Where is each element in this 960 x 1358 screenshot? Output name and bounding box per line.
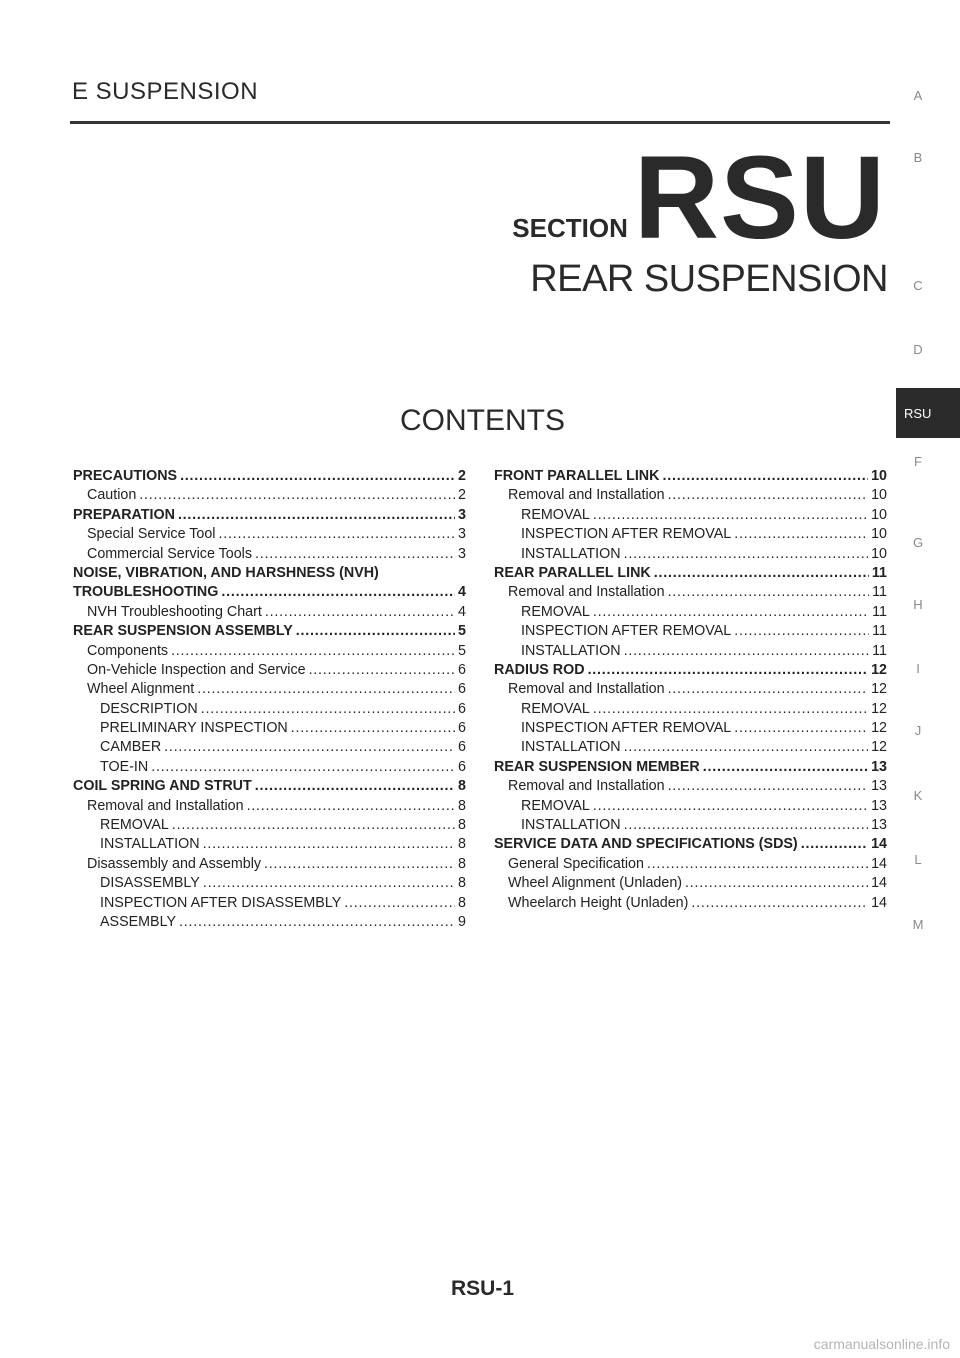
toc-entry[interactable]: [73, 855, 466, 874]
toc-entry-title: INSTALLATION: [521, 642, 621, 659]
toc-left-column: [73, 467, 466, 932]
toc-entry-page: 12: [871, 720, 887, 737]
toc-entry[interactable]: [494, 661, 887, 680]
toc-entry-title: INSPECTION AFTER DISASSEMBLY: [100, 894, 342, 911]
toc-entry[interactable]: [73, 564, 466, 583]
toc-entry-page: 6: [458, 758, 466, 775]
toc-entry-title: INSTALLATION: [100, 836, 200, 853]
toc-entry-title: RADIUS ROD: [494, 661, 585, 678]
side-index-letter[interactable]: J: [914, 723, 922, 738]
toc-entry[interactable]: [494, 855, 887, 874]
toc-entry[interactable]: [494, 564, 887, 583]
toc-leader-dots: [801, 835, 868, 854]
toc-entry[interactable]: [494, 874, 887, 893]
toc-leader-dots: [172, 816, 455, 835]
toc-entry-title: ASSEMBLY: [100, 913, 177, 930]
toc-entry[interactable]: [73, 913, 466, 932]
toc-entry-page: 8: [458, 778, 466, 795]
toc-entry-title: INSTALLATION: [521, 817, 621, 834]
section-code: RSU: [633, 132, 886, 264]
toc-leader-dots: [593, 506, 868, 525]
toc-leader-dots: [291, 719, 455, 738]
toc-entry[interactable]: [494, 738, 887, 757]
side-index-letter[interactable]: H: [913, 597, 923, 612]
toc-entry-title: Removal and Installation: [87, 797, 244, 814]
toc-entry[interactable]: [73, 894, 466, 913]
toc-entry-title: INSPECTION AFTER REMOVAL: [521, 720, 732, 737]
toc-entry[interactable]: [494, 835, 887, 854]
toc-leader-dots: [685, 874, 868, 893]
toc-entry[interactable]: [73, 642, 466, 661]
contents-title: CONTENTS: [400, 404, 565, 437]
toc-entry-page: 10: [871, 545, 887, 562]
toc-leader-dots: [178, 506, 455, 525]
toc-entry[interactable]: [494, 486, 887, 505]
toc-entry-page: 2: [458, 468, 466, 484]
toc-entry-title: REAR PARALLEL LINK: [494, 564, 651, 581]
toc-entry-title: PREPARATION: [73, 506, 175, 523]
toc-leader-dots: [203, 835, 455, 854]
toc-entry[interactable]: [494, 816, 887, 835]
toc-entry-page: 8: [458, 836, 466, 853]
toc-entry-page: 12: [871, 661, 887, 678]
toc-entry-page: 8: [458, 894, 466, 911]
toc-entry-page: 14: [871, 894, 887, 911]
toc-entry-title: Components: [87, 642, 169, 659]
section-name: REAR SUSPENSION: [530, 258, 888, 300]
toc-entry[interactable]: [73, 506, 466, 525]
toc-leader-dots: [265, 603, 455, 622]
toc-entry-page: 8: [458, 797, 466, 814]
toc-leader-dots: [344, 894, 455, 913]
toc-leader-dots: [734, 719, 868, 738]
toc-leader-dots: [255, 545, 455, 564]
toc-leader-dots: [180, 467, 455, 486]
toc-entry-title: COIL SPRING AND STRUT: [73, 778, 252, 795]
toc-entry-title: INSPECTION AFTER REMOVAL: [521, 526, 732, 543]
toc-leader-dots: [309, 661, 455, 680]
toc-entry-page: 12: [871, 700, 887, 717]
side-index-tab-active[interactable]: RSU: [896, 388, 960, 438]
toc-entry-title: Wheel Alignment (Unladen): [508, 875, 683, 892]
side-index-letter[interactable]: F: [914, 454, 922, 469]
toc-leader-dots: [654, 564, 869, 583]
toc-entry-title: DESCRIPTION: [100, 700, 198, 717]
toc-entry-title: Removal and Installation: [508, 778, 665, 795]
toc-entry-page: 6: [458, 720, 466, 737]
toc-entry-page: 5: [458, 642, 466, 659]
toc-entry-page: 8: [458, 855, 466, 872]
toc-leader-dots: [691, 894, 868, 913]
toc-entry-title: REMOVAL: [521, 603, 590, 620]
toc-entry[interactable]: [494, 680, 887, 699]
toc-entry-title: Removal and Installation: [508, 584, 665, 601]
footer-page-number: RSU-1: [450, 1277, 514, 1300]
toc-entry-page: 11: [872, 642, 887, 659]
toc-entry-title: INSTALLATION: [521, 545, 621, 562]
toc-entry[interactable]: [494, 525, 887, 544]
toc-leader-dots: [703, 758, 868, 777]
toc-entry[interactable]: [494, 467, 887, 486]
toc-leader-dots: [734, 622, 869, 641]
toc-leader-dots: [624, 816, 869, 835]
toc-entry[interactable]: [494, 758, 887, 777]
toc-entry-title: REAR SUSPENSION ASSEMBLY: [73, 623, 293, 640]
toc-entry-page: 8: [458, 875, 466, 892]
toc-entry-title: REMOVAL: [521, 700, 590, 717]
toc-entry[interactable]: [73, 680, 466, 699]
toc-entry-title: REMOVAL: [521, 797, 590, 814]
toc-entry-title: TROUBLESHOOTING: [73, 584, 219, 601]
toc-entry[interactable]: [73, 700, 466, 719]
toc-entry[interactable]: [73, 797, 466, 816]
toc-entry[interactable]: [494, 603, 887, 622]
toc-entry-title: Wheel Alignment: [87, 681, 195, 698]
toc-entry-page: 11: [871, 564, 887, 581]
toc-leader-dots: [255, 777, 455, 796]
toc-entry-title: PRECAUTIONS: [73, 468, 178, 484]
side-index-letter[interactable]: C: [913, 278, 923, 293]
toc-entry[interactable]: [73, 583, 466, 602]
toc-entry-title: On-Vehicle Inspection and Service: [87, 661, 306, 678]
toc-entry-page: 5: [458, 623, 466, 640]
toc-leader-dots: [624, 738, 869, 757]
toc-entry-title: Wheelarch Height (Unladen): [508, 894, 689, 911]
toc-entry-page: 2: [458, 487, 466, 504]
toc-leader-dots: [734, 525, 868, 544]
side-index-letter[interactable]: L: [914, 852, 922, 867]
toc-entry[interactable]: [494, 622, 887, 641]
toc-leader-dots: [668, 680, 869, 699]
toc-entry-title: Removal and Installation: [508, 681, 665, 698]
toc-entry[interactable]: [494, 797, 887, 816]
side-index-letter[interactable]: K: [913, 788, 923, 803]
side-index-letter[interactable]: A: [913, 88, 923, 103]
toc-leader-dots: [668, 777, 869, 796]
toc-entry-page: 8: [458, 817, 466, 834]
toc-leader-dots: [593, 797, 868, 816]
toc-entry-title: Removal and Installation: [508, 487, 665, 504]
toc-entry-page: 6: [458, 661, 466, 678]
side-index-letter[interactable]: D: [913, 342, 923, 357]
watermark: carmanualsonline.info: [813, 1336, 950, 1352]
toc-entry-page: 9: [458, 913, 466, 930]
toc-entry[interactable]: [73, 835, 466, 854]
toc-entry-page: 11: [872, 584, 887, 601]
toc-leader-dots: [179, 913, 455, 932]
toc-entry-title: REMOVAL: [521, 506, 590, 523]
toc-leader-dots: [247, 797, 455, 816]
toc-entry-title: PRELIMINARY INSPECTION: [100, 720, 288, 737]
header-title: E SUSPENSION: [72, 78, 259, 105]
toc-entry-page: 13: [871, 817, 887, 834]
toc-entry-title: CAMBER: [100, 739, 162, 756]
toc-leader-dots: [668, 583, 870, 602]
toc-entry[interactable]: [73, 874, 466, 893]
toc-entry-page: 11: [872, 603, 887, 620]
side-section-index: [896, 0, 960, 1358]
toc-entry[interactable]: [73, 545, 466, 564]
toc-entry-title: INSPECTION AFTER REMOVAL: [521, 623, 732, 640]
toc-leader-dots: [139, 486, 455, 505]
toc-entry-title: NVH Troubleshooting Chart: [87, 603, 262, 620]
toc-entry-title: TOE-IN: [100, 758, 149, 775]
toc-entry-page: 4: [458, 603, 466, 620]
toc-entry[interactable]: [73, 622, 466, 641]
header-rule: [70, 121, 890, 124]
toc-leader-dots: [296, 622, 455, 641]
toc-leader-dots: [171, 642, 455, 661]
toc-entry-page: 4: [458, 584, 466, 601]
toc-entry-page: 6: [458, 739, 466, 756]
toc-entry-title: Special Service Tool: [87, 526, 216, 543]
toc-entry-page: 10: [871, 506, 887, 523]
toc-entry-title: REMOVAL: [100, 817, 169, 834]
toc-leader-dots: [218, 525, 455, 544]
side-index-letter[interactable]: G: [912, 535, 924, 550]
toc-entry[interactable]: [73, 467, 466, 486]
toc-entry-title: REAR SUSPENSION MEMBER: [494, 758, 700, 775]
toc-leader-dots: [668, 486, 869, 505]
section-word: SECTION: [512, 213, 628, 243]
toc-entry-page: 12: [871, 739, 887, 756]
toc-entry-page: 11: [872, 623, 887, 640]
toc-entry[interactable]: [494, 642, 887, 661]
toc-leader-dots: [624, 545, 869, 564]
toc-entry[interactable]: [73, 719, 466, 738]
toc-leader-dots: [662, 467, 868, 486]
toc-entry[interactable]: [73, 525, 466, 544]
toc-entry[interactable]: [494, 545, 887, 564]
section-heading: [512, 132, 886, 264]
toc-entry-page: 14: [871, 855, 887, 872]
toc-entry-title: Disassembly and Assembly: [87, 855, 262, 872]
toc-entry-page: 13: [871, 797, 887, 814]
toc-entry-title: INSTALLATION: [521, 739, 621, 756]
toc-leader-dots: [624, 642, 870, 661]
toc-entry-page: 14: [871, 875, 887, 892]
toc-entry-page: 12: [871, 681, 887, 698]
toc-entry-page: 10: [871, 487, 887, 504]
toc-entry-title: NOISE, VIBRATION, AND HARSHNESS (NVH): [73, 564, 379, 581]
side-index-letter[interactable]: B: [913, 150, 923, 165]
toc-entry[interactable]: [494, 719, 887, 738]
toc-entry[interactable]: [494, 777, 887, 796]
toc-entry-title: Caution: [87, 487, 137, 504]
toc-leader-dots: [593, 700, 868, 719]
toc-leader-dots: [264, 855, 455, 874]
toc-leader-dots: [164, 738, 455, 757]
toc-entry[interactable]: [73, 486, 466, 505]
toc-entry[interactable]: [73, 738, 466, 757]
toc-leader-dots: [593, 603, 869, 622]
toc-entry-page: 6: [458, 700, 466, 717]
toc-entry[interactable]: [494, 700, 887, 719]
toc-leader-dots: [221, 583, 455, 602]
toc-entry[interactable]: [73, 661, 466, 680]
toc-entry-page: 14: [871, 836, 887, 853]
toc-entry[interactable]: [494, 583, 887, 602]
toc-entry-page: 3: [458, 545, 466, 562]
toc-entry[interactable]: [73, 816, 466, 835]
toc-entry-page: 13: [871, 778, 887, 795]
toc-entry[interactable]: [494, 894, 887, 913]
toc-entry-page: 13: [871, 758, 887, 775]
toc-leader-dots: [588, 661, 869, 680]
toc-entry[interactable]: [73, 758, 466, 777]
toc-entry-title: DISASSEMBLY: [100, 875, 200, 892]
toc-entry[interactable]: [494, 506, 887, 525]
side-index-letter[interactable]: I: [916, 661, 920, 676]
toc-leader-dots: [647, 855, 868, 874]
toc-right-column: [494, 467, 887, 913]
toc-entry[interactable]: [73, 777, 466, 796]
toc-entry-page: 3: [458, 526, 466, 543]
toc-entry-title: Commercial Service Tools: [87, 545, 252, 562]
toc-entry-page: 3: [458, 506, 466, 523]
toc-entry-page: 10: [871, 468, 887, 484]
toc-leader-dots: [151, 758, 455, 777]
toc-entry-page: 6: [458, 681, 466, 698]
side-index-letter[interactable]: M: [912, 917, 924, 932]
toc-entry-page: 10: [871, 526, 887, 543]
toc-leader-dots: [203, 874, 455, 893]
toc-entry-title: SERVICE DATA AND SPECIFICATIONS (SDS): [494, 836, 798, 853]
toc-entry[interactable]: [73, 603, 466, 622]
toc-entry-title: General Specification: [508, 855, 644, 872]
toc-leader-dots: [197, 680, 455, 699]
toc-leader-dots: [201, 700, 455, 719]
toc-entry-title: FRONT PARALLEL LINK: [494, 468, 660, 484]
